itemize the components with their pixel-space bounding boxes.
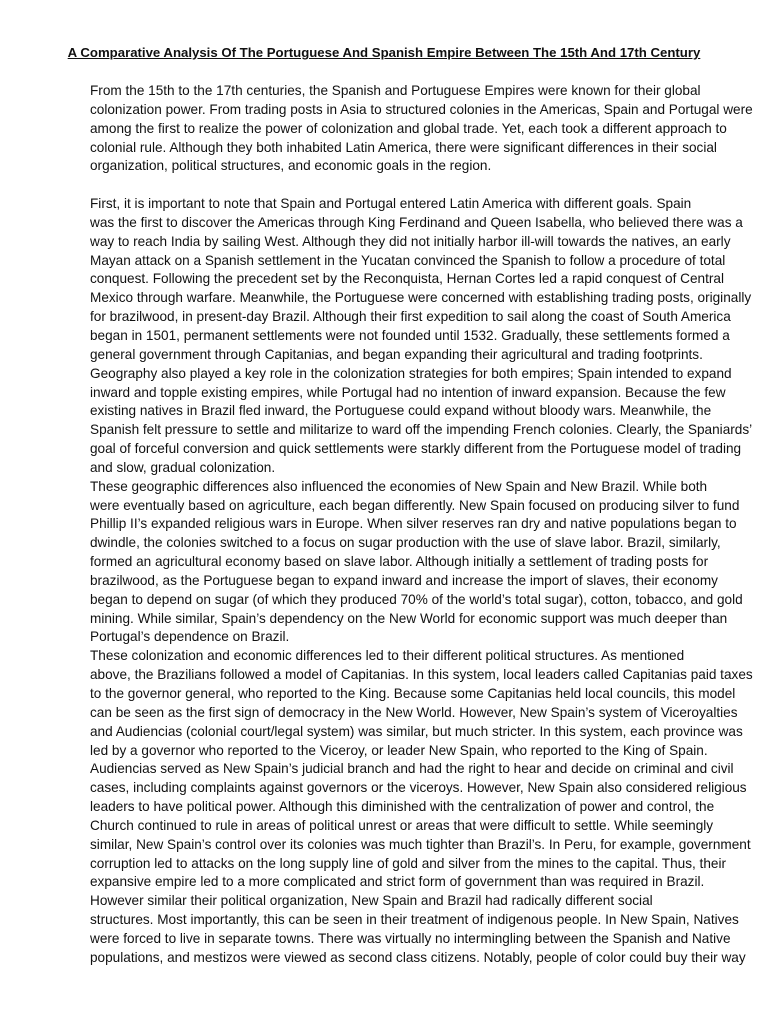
text-line: brazilwood, as the Portuguese began to expand inward and increase the import of slaves, their economy [90,572,718,588]
text-line: Church continued to rule in areas of political unrest or areas that were difficult to settle. While seemingly [90,817,714,833]
text-line: among the first to realize the power of colonization and global trade. Yet, each took a different approach to [90,120,727,136]
text-line: began to depend on sugar (of which they produced 70% of the world’s total sugar), cotton, tobacco, and gold [90,591,743,607]
text-line: mining. While similar, Spain’s dependency on the New World for economic support was much deeper than [90,610,728,626]
paragraph-social-structures [45,892,746,967]
text-line: Geography also played a key role in the colonization strategies for both empires; Spain intended to expand [90,365,732,381]
text-line: goal of forceful conversion and quick settlements were starkly different from the Portuguese model of trading [90,441,742,457]
paragraph-economies [45,478,743,648]
text-line: was the first to discover the Americas through King Ferdinand and Queen Isabella, who believed there was a [90,214,743,230]
text-line: were forced to live in separate towns. There was virtually no intermingling between the Spanish and Native [90,930,731,946]
text-line: began in 1501, permanent settlements were not founded until 1532. Gradually, these settlements formed a [90,327,730,343]
text-line: populations, and mestizos were viewed as second class citizens. Notably, people of color could buy their way [90,949,746,965]
text-line: general government through Capitanias, and began expanding their agricultural and trading footprints. [90,346,703,362]
text-line: organization, political structures, and economic goals in the region. [90,158,492,174]
paragraph-political-structures [45,647,753,892]
text-line: These geographic differences also influenced the economies of New Spain and New Brazil. While both [90,478,708,494]
text-line: expansive empire led to a more complicated and strict form of government than was required in Brazil. [90,874,705,890]
text-line: for brazilwood, in present-day Brazil. Although their first expedition to sail along the coast of South America [90,309,731,325]
text-line: Mexico through warfare. Meanwhile, the Portuguese were concerned with establishing trading posts, originally [90,290,752,306]
text-line: cases, including complaints against governors or the viceroys. However, New Spain also considered religious [90,780,747,796]
text-line: Audiencias served as New Spain’s judicial branch and had the right to hear and decide on criminal and civil [90,761,734,777]
text-line: However similar their political organization, New Spain and Brazil had radically different social [90,893,653,909]
text-line: colonization power. From trading posts in Asia to structured colonies in the Americas, Spain and Portugal were [90,101,753,117]
text-line: to the governor general, who reported to the King. Because some Capitanias held local councils, this model [90,686,736,701]
text-line: From the 15th to the 17th centuries, the Spanish and Portuguese Empires were known for their global [90,83,701,98]
text-line: corruption led to attacks on the long supply line of gold and silver from the mines to the capital. Thus, their [90,855,726,871]
text-line: dwindle, the colonies switched to a focus on sugar production with the use of slave labor. Brazil, similarly, [90,535,721,551]
text-line: structures. Most importantly, this can be seen in their treatment of indigenous people. In New Spain, Natives [90,912,739,928]
text-line: and slow, gradual colonization. [90,459,276,475]
text-line: Portugal’s dependence on Brazil. [90,629,290,645]
document-title: A Comparative Analysis Of The Portuguese And Spanish Empire Between The 15th And 17th Century [67,45,701,60]
text-line: led by a governor who reported to the Viceroy, or leader New Spain, who reported to the King of Spain. [90,742,708,758]
text-line: Mayan attack on a Spanish settlement in the Yucatan convinced the Spanish to follow a procedure of total [90,252,726,268]
text-line: Phillip II’s expanded religious wars in Europe. When silver reserves ran dry and native populations began to [90,516,737,532]
text-line: inward and topple existing empires, while Portugal had no intention of inward expansion. Because the few [90,384,726,400]
text-line: existing natives in Brazil fled inward, the Portuguese could expand without bloody wars. Meanwhile, the [90,403,712,419]
text-line: were eventually based on agriculture, each began differently. New Spain focused on producing silver to fund [90,497,740,513]
text-line: These colonization and economic differences led to their different political structures. As mentioned [90,648,685,664]
document-body [45,82,753,968]
paragraph-gap [45,176,725,195]
text-line: way to reach India by sailing West. Although they did not initially harbor ill-will towards the natives, an early [90,233,731,249]
text-line: First, it is important to note that Spain and Portugal entered Latin America with different goals. Spain [90,196,692,212]
paragraph-introduction [45,82,753,176]
text-line: formed an agricultural economy based on slave labor. Although initially a settlement of trading posts for [90,554,709,570]
text-line: conquest. Following the precedent set by the Reconquista, Hernan Cortes led a rapid conquest of Central [90,271,724,287]
paragraph-goals [45,195,753,478]
text-line: Spanish felt pressure to settle and militarize to ward off the impending French colonies. Clearly, the Spaniards’ [90,422,753,438]
text-line: can be seen as the first sign of democracy in the New World. However, New Spain’s system of Viceroyalties [90,704,738,720]
text-line: similar, New Spain’s control over its colonies was much tighter than Brazil’s. In Peru, for example, government [90,836,751,852]
text-line: and Audiencias (colonial court/legal system) was similar, but much stricter. In this system, each province was [90,723,743,739]
text-line: above, the Brazilians followed a model of Capitanias. In this system, local leaders called Capitanias paid taxes [90,667,753,683]
text-line: colonial rule. Although they both inhabited Latin America, there were significant differences in their social [90,139,717,155]
text-line: leaders to have political power. Although this diminished with the centralization of power and control, the [90,799,715,815]
